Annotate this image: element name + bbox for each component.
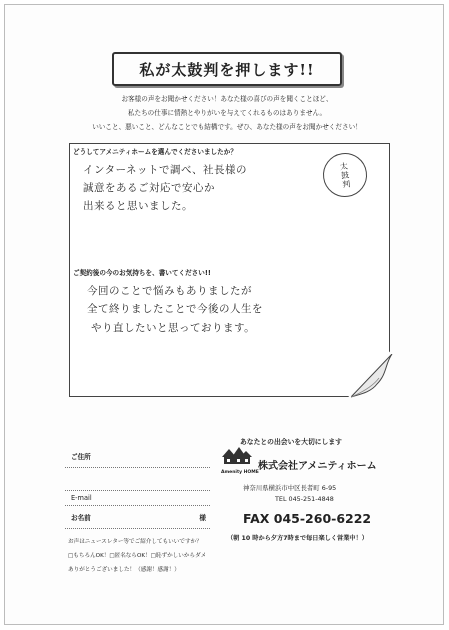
answer-1-line-1: インターネットで調べ、社長様の: [83, 164, 248, 176]
answer-2-line-1: 今回のことで悩みもありましたが: [87, 285, 252, 297]
intro-text: [35, 92, 419, 134]
answer-1-line-2: 誠意をあるご対応で安心か: [83, 182, 215, 194]
intro-line-2: 私たちの仕事に情熱とやりがいを与えてくれるものはありません。: [127, 109, 327, 117]
logo-text: Amenity HOME: [221, 470, 259, 475]
company-fax: FAX 045-260-6222: [243, 511, 372, 526]
answer-1-line-3: 出来ると思いました。: [83, 200, 193, 212]
business-hours: （朝 10 時から夕方7時まで毎日楽しく営業中！）: [227, 535, 368, 542]
company-address: 神奈川県横浜市中区長者町 6-95: [243, 484, 337, 492]
email-label: E-mail: [71, 494, 92, 502]
answer-2-line-3: やり直したいと思っております。: [91, 322, 256, 334]
address-field-line-2[interactable]: [65, 468, 210, 491]
newsletter-question: お声はニュースレター等でご紹介してもいいですか？: [68, 539, 202, 545]
newsletter-options[interactable]: □もちろんOK！□匿名ならOK！□恥ずかしいからダメ: [68, 553, 207, 559]
intro-line-3: いいこと、悪いこと、どんなことでも結構です。ぜひ、あなた様の声をお聞かせください！: [92, 123, 362, 131]
company-name: 株式会社アメニティホーム: [258, 461, 377, 472]
stamp-char-2: 鼓: [340, 169, 350, 181]
page-title: 私が太鼓判を押します!!: [112, 52, 342, 86]
name-suffix: 様: [199, 514, 206, 522]
question-2: ご契約後の今のお気持ちを、書いてください!!: [73, 269, 211, 277]
page-curl-icon: [351, 354, 393, 400]
company-tagline: あなたとの出会いを大切にします: [240, 438, 342, 446]
intro-line-1: お客様の声をお聞かせください！あなた様の喜びの声を聞くことほど、: [121, 95, 333, 103]
stamp-char-1: 太: [339, 161, 349, 172]
thanks-note: ありがとうございました！（感謝！感謝！）: [68, 567, 180, 573]
company-tel: TEL 045-251-4848: [275, 495, 334, 503]
name-field[interactable]: [65, 506, 210, 529]
address-label: ご住所: [71, 453, 91, 461]
address-field[interactable]: [65, 445, 210, 468]
question-1: どうしてアメニティホームを選んでくださいましたか？: [73, 148, 237, 156]
email-field[interactable]: [65, 491, 210, 506]
questionnaire-sheet: [4, 4, 444, 625]
stamp-char-3: 判: [341, 178, 351, 189]
contact-form: [65, 445, 210, 529]
house-logo-icon: [218, 443, 254, 469]
answer-2-line-2: 全て終りましたことで今後の人生を: [87, 303, 263, 315]
name-label: お名前: [71, 514, 91, 522]
